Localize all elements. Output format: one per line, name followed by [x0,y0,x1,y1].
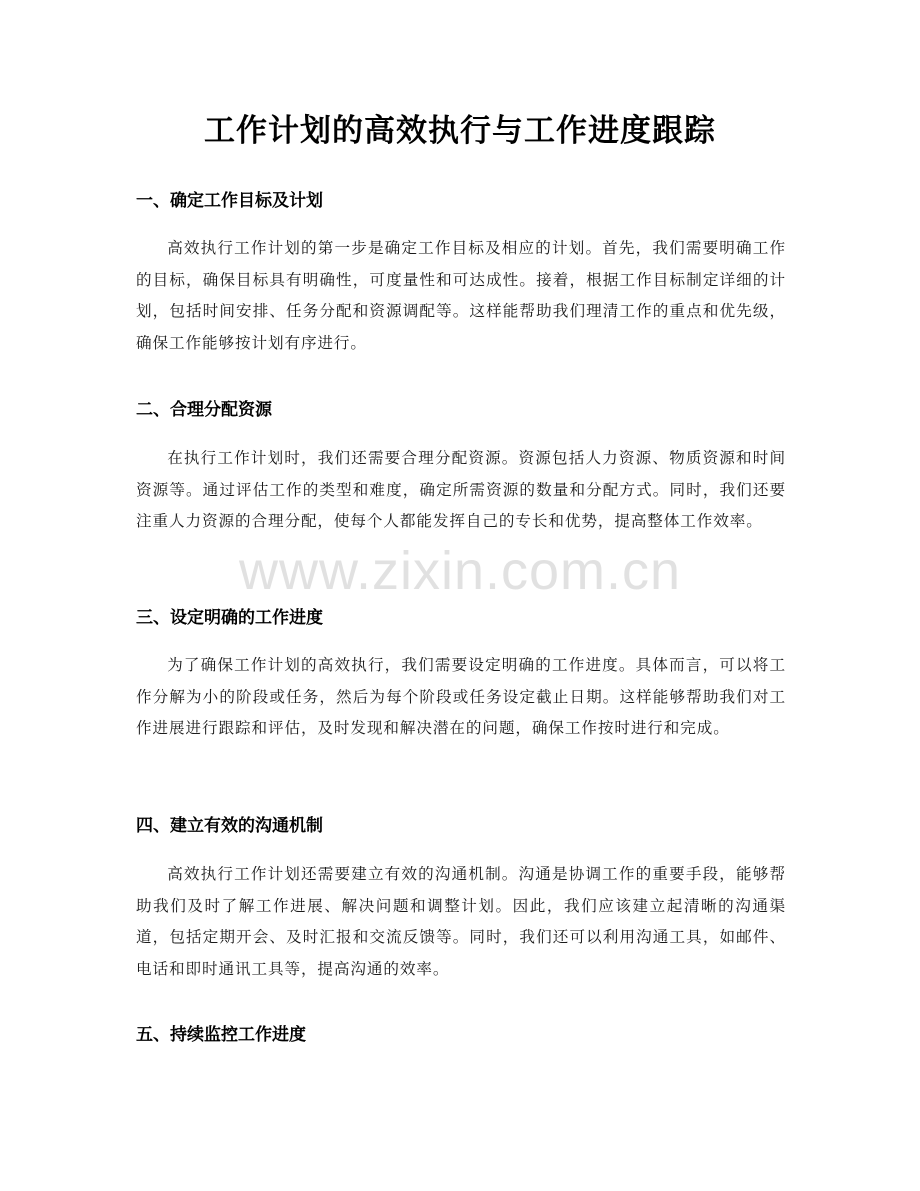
section-paragraph-4: 高效执行工作计划还需要建立有效的沟通机制。沟通是协调工作的重要手段，能够帮助我们及时了解工作进展、解决问题和调整计划。因此，我们应该建立起清晰的沟通渠道，包括定期开会、及时汇报和交流反馈等。同时，我们还可以利用沟通工具，如邮件、电话和即时通讯工具等，提高沟通的效率。 [136,865,786,978]
section-heading-3: 三、设定明确的工作进度 [136,608,323,628]
document-title: 工作计划的高效执行与工作进度跟踪 [204,113,716,149]
section-paragraph-2: 在执行工作计划时，我们还需要合理分配资源。资源包括人力资源、物质资源和时间资源等。通过评估工作的类型和难度，确定所需资源的数量和分配方式。同时，我们还要注重人力资源的合理分配，使每个人都能发挥自己的专长和优势，提高整体工作效率。 [136,449,786,530]
section-heading-2: 二、合理分配资源 [136,400,272,420]
section-heading-5: 五、持续监控工作进度 [136,1025,306,1045]
section-heading-4: 四、建立有效的沟通机制 [136,816,323,836]
section-paragraph-3: 为了确保工作计划的高效执行，我们需要设定明确的工作进度。具体而言，可以将工作分解为小的阶段或任务，然后为每个阶段或任务设定截止日期。这样能够帮助我们对工作进展进行跟踪和评估，及时发现和解决潜在的问题，确保工作按时进行和完成。 [136,656,786,737]
watermark: www.zixin.com.cn [238,541,682,601]
section-heading-1: 一、确定工作目标及计划 [136,191,323,211]
section-paragraph-1: 高效执行工作计划的第一步是确定工作目标及相应的计划。首先，我们需要明确工作的目标，确保目标具有明确性，可度量性和可达成性。接着，根据工作目标制定详细的计划，包括时间安排、任务分配和资源调配等。这样能帮助我们理清工作的重点和优先级，确保工作能够按计划有序进行。 [136,239,786,352]
